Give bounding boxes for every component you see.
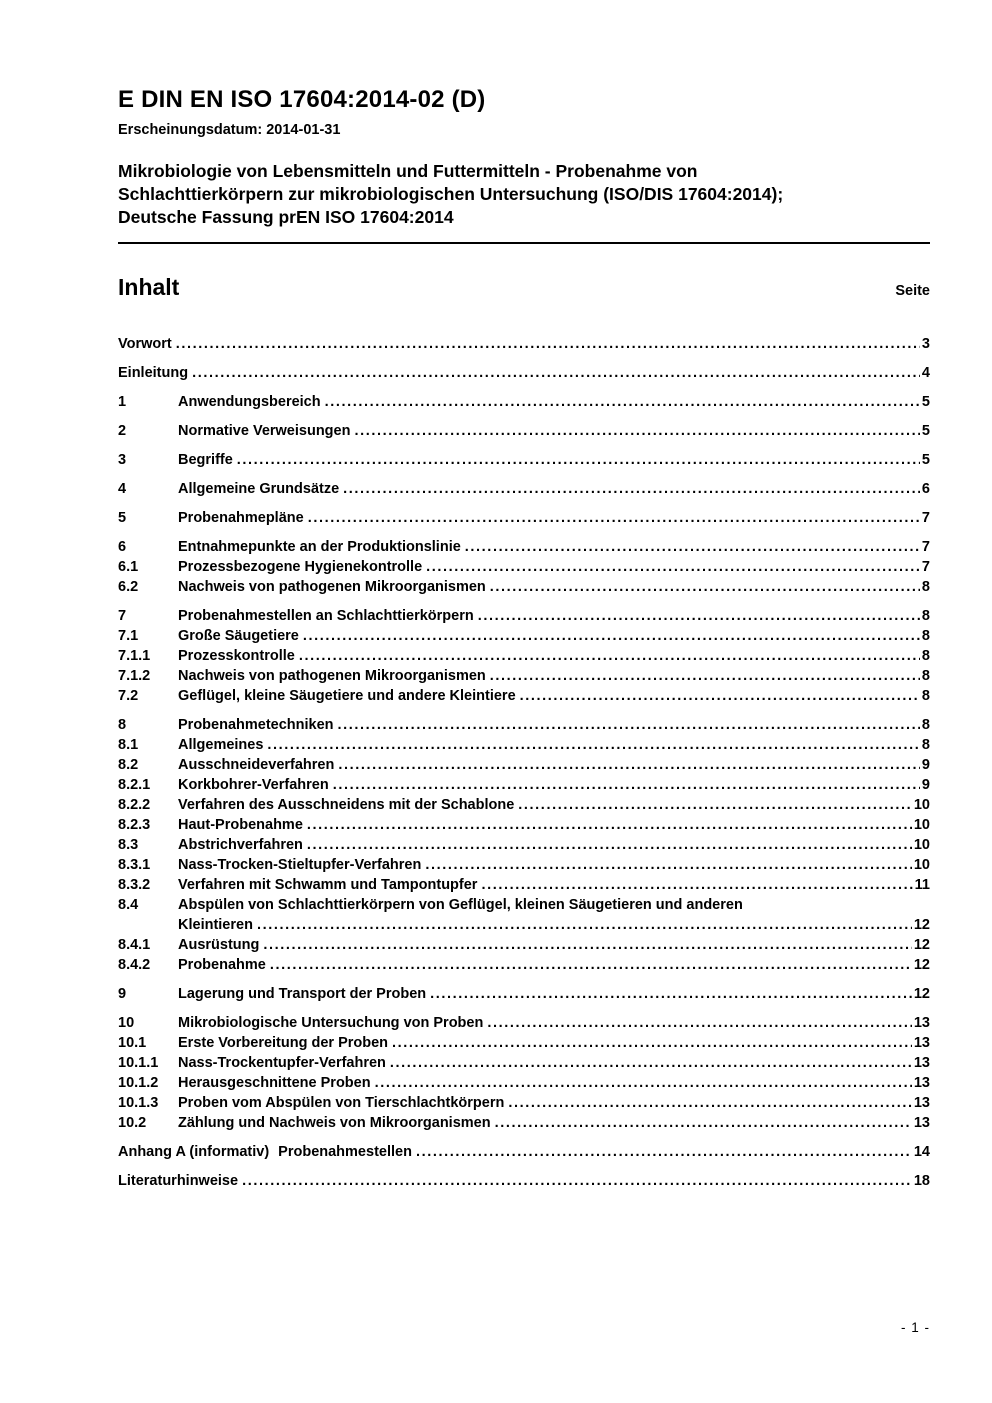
toc-entry-page-number: 9 (921, 757, 930, 773)
toc-entry (118, 935, 930, 955)
toc-entry-page-number: 7 (921, 539, 930, 555)
toc-entry (118, 557, 930, 577)
toc-entry (118, 508, 930, 528)
toc-entry (118, 626, 930, 646)
toc-leader-dots (375, 1073, 912, 1093)
toc-entry-label: Lagerung und Transport der Proben (178, 986, 427, 1002)
toc-page-column-label: Seite (895, 283, 930, 299)
toc-entry (118, 450, 930, 470)
toc-leader-dots (270, 955, 912, 975)
toc-group (118, 606, 930, 706)
toc-entry-page-number: 10 (913, 797, 930, 813)
toc-entry-page-number: 6 (921, 481, 930, 497)
toc-entry-label: Nachweis von pathogenen Mikroorganismen (178, 579, 486, 595)
toc-entry (118, 1113, 930, 1133)
toc-entry-page-number: 12 (913, 937, 930, 953)
toc-entry (118, 666, 930, 686)
toc-group (118, 363, 930, 383)
toc-entry-number: 10.1.3 (118, 1095, 159, 1111)
toc-leader-dots (263, 935, 912, 955)
toc-entry-label: Verfahren des Ausschneidens mit der Schablone (178, 797, 515, 813)
toc-entry-number: 8.2.1 (118, 777, 151, 793)
toc-entry-page-number: 3 (921, 336, 930, 352)
toc-entry-number: 8.4.2 (118, 957, 151, 973)
toc-entry (118, 855, 930, 875)
toc-entry-page-number: 4 (921, 365, 930, 381)
toc-entry (118, 875, 930, 895)
toc-entry-page-number: 10 (913, 837, 930, 853)
toc-entry-label: Normative Verweisungen (178, 423, 351, 439)
toc-group (118, 1013, 930, 1133)
toc-entry-number: 1 (118, 394, 127, 410)
toc-entry-label: Große Säugetiere (178, 628, 299, 644)
document-title (118, 160, 930, 229)
toc-leader-dots (267, 735, 920, 755)
toc-group (118, 479, 930, 499)
toc-entry-number: 10 (118, 1015, 135, 1031)
toc-leader-dots (303, 626, 920, 646)
toc-header (118, 274, 930, 301)
toc-entry-label: Zählung und Nachweis von Mikroorganismen (178, 1115, 491, 1131)
toc-leader-dots (192, 363, 920, 383)
toc-entry (118, 815, 930, 835)
toc-group (118, 450, 930, 470)
toc-entry-number: 8.4 (118, 897, 139, 913)
toc-entry (118, 1053, 930, 1073)
toc-leader-dots (308, 508, 920, 528)
toc-leader-dots (430, 984, 912, 1004)
toc-entry-number: 7.1.1 (118, 648, 151, 664)
toc-group (118, 508, 930, 528)
toc-entry-page-number: 5 (921, 394, 930, 410)
toc-entry (118, 715, 930, 735)
toc-entry-number: 8.2.2 (118, 797, 151, 813)
toc-entry-number: 8.1 (118, 737, 139, 753)
toc-entry-label: Anwendungsbereich (178, 394, 321, 410)
toc-leader-dots (325, 392, 920, 412)
toc-entry-page-number: 13 (913, 1095, 930, 1111)
toc-leader-dots (490, 577, 920, 597)
toc-entry-label: Vorwort (118, 336, 172, 352)
toc-group (118, 334, 930, 354)
toc-entry-label: Einleitung (118, 365, 189, 381)
toc-entry (118, 363, 930, 383)
toc-entry-page-number: 13 (913, 1115, 930, 1131)
toc-entry-number: 3 (118, 452, 127, 468)
toc-entry-page-number: 12 (913, 986, 930, 1002)
toc-entry-label: Literaturhinweise (118, 1173, 239, 1189)
toc-entry-number: 9 (118, 986, 127, 1002)
toc-entry-label: Abstrichverfahren (178, 837, 303, 853)
toc-leader-dots (478, 606, 920, 626)
release-date-label: Erscheinungsdatum: 2014-01-31 (118, 122, 341, 138)
toc-heading: Inhalt (118, 274, 180, 300)
toc-entry-page-number: 13 (913, 1035, 930, 1051)
toc-entry (118, 795, 930, 815)
toc-entry-page-number: 5 (921, 423, 930, 439)
toc-entry-number: 7.1.2 (118, 668, 151, 684)
toc-entry-label: Haut-Probenahme (178, 817, 303, 833)
toc-entry (118, 1033, 930, 1053)
toc-entry-label: Proben vom Abspülen von Tierschlachtkörpern (178, 1095, 505, 1111)
toc-entry-number: 8 (118, 717, 127, 733)
toc-entry-number: 8.2 (118, 757, 139, 773)
toc-entry-label: Abspülen von Schlachttierkörpern von Geflügel, kleinen Säugetieren und anderen (178, 897, 743, 913)
toc-entry-label: Korkbohrer-Verfahren (178, 777, 329, 793)
toc-group (118, 984, 930, 1004)
toc-entry-label: Herausgeschnittene Proben (178, 1075, 371, 1091)
toc-entry-label: Allgemeine Grundsätze (178, 481, 340, 497)
toc-leader-dots (520, 686, 920, 706)
toc-entry (118, 1171, 930, 1191)
toc-entry-page-number: 8 (921, 737, 930, 753)
toc-entry-label: Nass-Trocken-Stieltupfer-Verfahren (178, 857, 422, 873)
toc-entry-number: 2 (118, 423, 127, 439)
toc-entry (118, 646, 930, 666)
toc-entry-number: 8.3.1 (118, 857, 151, 873)
toc-entry-number: 8.3 (118, 837, 139, 853)
toc-entry-page-number: 8 (921, 579, 930, 595)
toc-entry-page-number: 7 (921, 559, 930, 575)
toc-leader-dots (481, 875, 912, 895)
toc-leader-dots (237, 450, 920, 470)
toc-entry-page-number: 13 (913, 1015, 930, 1031)
toc-group (118, 1142, 930, 1162)
toc-leader-dots (242, 1171, 912, 1191)
toc-entry (118, 775, 930, 795)
toc-leader-dots (508, 1093, 912, 1113)
toc-entry (118, 1142, 930, 1162)
toc-leader-dots (257, 915, 912, 935)
toc-entry (118, 537, 930, 557)
header-divider-line (118, 242, 930, 244)
document-title-line-1: Mikrobiologie von Lebensmitteln und Futtermitteln - Probenahme von (118, 161, 698, 181)
toc-leader-dots (307, 835, 912, 855)
document-number-heading: E DIN EN ISO 17604:2014-02 (D) (118, 86, 486, 113)
toc-entry-number: 5 (118, 510, 127, 526)
toc-entry-page-number: 12 (913, 957, 930, 973)
toc-entry-label: Probenahme (178, 957, 266, 973)
toc-entry-page-number: 14 (913, 1144, 930, 1160)
toc-entry-label: Allgemeines (178, 737, 264, 753)
toc-leader-dots (487, 1013, 912, 1033)
toc-leader-dots (416, 1142, 912, 1162)
toc-entry-label: Ausschneideverfahren (178, 757, 335, 773)
toc-entry-label: Prozesskontrolle (178, 648, 295, 664)
toc-entry-page-number: 7 (921, 510, 930, 526)
page-number-footer: - 1 - (900, 1320, 930, 1335)
toc-entry-number: 6 (118, 539, 127, 555)
toc-entry (118, 392, 930, 412)
toc-entry (118, 577, 930, 597)
toc-leader-dots (392, 1033, 912, 1053)
toc-leader-dots (333, 775, 920, 795)
toc-entry-label: Erste Vorbereitung der Proben (178, 1035, 389, 1051)
toc-entry (118, 835, 930, 855)
toc-group (118, 1171, 930, 1191)
toc-entry-label: Kleintieren (178, 917, 253, 933)
toc-entry (118, 955, 930, 975)
toc-group (118, 392, 930, 412)
toc-leader-dots (338, 755, 920, 775)
toc-entry-number: 10.1.1 (118, 1055, 159, 1071)
toc-entry-number: 6.1 (118, 559, 139, 575)
toc-entry-page-number: 10 (913, 817, 930, 833)
toc-entry-page-number: 5 (921, 452, 930, 468)
toc-entry-page-number: 9 (921, 777, 930, 793)
toc-list (118, 334, 930, 1191)
toc-entry-label: Entnahmepunkte an der Produktionslinie (178, 539, 461, 555)
toc-group (118, 715, 930, 975)
toc-group (118, 537, 930, 597)
toc-leader-dots (426, 557, 920, 577)
document-title-line-2: Schlachttierkörpern zur mikrobiologischen Untersuchung (ISO/DIS 17604:2014); (118, 184, 784, 204)
toc-entry (118, 479, 930, 499)
toc-entry (118, 1073, 930, 1093)
toc-entry-label: Probenahmestellen an Schlachttierkörpern (178, 608, 474, 624)
toc-leader-dots (307, 815, 912, 835)
toc-entry-label-secondary: Probenahmestellen (278, 1144, 412, 1160)
toc-entry (118, 1013, 930, 1033)
toc-leader-dots (338, 715, 920, 735)
toc-entry-page-number: 8 (921, 717, 930, 733)
toc-entry-page-number: 18 (913, 1173, 930, 1189)
toc-entry-number: 8.4.1 (118, 937, 151, 953)
toc-entry-label: Probenahmepläne (178, 510, 304, 526)
toc-entry-number: 7.2 (118, 688, 139, 704)
toc-leader-dots (495, 1113, 912, 1133)
toc-entry-label: Anhang A (informativ) (118, 1144, 270, 1160)
toc-entry-page-number: 12 (913, 917, 930, 933)
toc-entry-number: 10.2 (118, 1115, 147, 1131)
toc-entry (118, 606, 930, 626)
toc-entry-label: Probenahmetechniken (178, 717, 334, 733)
toc-entry (118, 686, 930, 706)
toc-leader-dots (299, 646, 920, 666)
toc-entry (118, 984, 930, 1004)
toc-entry-page-number: 8 (921, 628, 930, 644)
toc-entry-number: 7.1 (118, 628, 139, 644)
toc-entry-label: Verfahren mit Schwamm und Tampontupfer (178, 877, 478, 893)
toc-leader-dots (176, 334, 920, 354)
toc-entry-page-number: 13 (913, 1075, 930, 1091)
toc-entry-number: 6.2 (118, 579, 139, 595)
toc-entry (118, 735, 930, 755)
toc-entry-label: Begriffe (178, 452, 233, 468)
toc-entry-number: 7 (118, 608, 127, 624)
toc-entry-page-number: 8 (921, 648, 930, 664)
toc-leader-dots (518, 795, 912, 815)
toc-entry-page-number: 13 (913, 1055, 930, 1071)
toc-entry-label: Geflügel, kleine Säugetiere und andere Kleintiere (178, 688, 516, 704)
toc-entry-page-number: 11 (914, 877, 930, 893)
toc-entry-number: 4 (118, 481, 127, 497)
toc-entry (118, 755, 930, 775)
toc-group (118, 421, 930, 441)
toc-entry-label: Mikrobiologische Untersuchung von Proben (178, 1015, 484, 1031)
toc-entry-label: Ausrüstung (178, 937, 260, 953)
toc-entry (118, 895, 930, 915)
toc-leader-dots (390, 1053, 912, 1073)
toc-leader-dots (465, 537, 920, 557)
toc-entry-page-number: 10 (913, 857, 930, 873)
toc-leader-dots (343, 479, 920, 499)
toc-entry-page-number: 8 (921, 668, 930, 684)
toc-entry-number: 8.2.3 (118, 817, 151, 833)
toc-entry (118, 1093, 930, 1113)
toc-leader-dots (425, 855, 912, 875)
toc-entry-label: Nachweis von pathogenen Mikroorganismen (178, 668, 486, 684)
toc-entry-label: Nass-Trockentupfer-Verfahren (178, 1055, 386, 1071)
toc-entry (118, 421, 930, 441)
toc-entry-page-number: 8 (921, 688, 930, 704)
toc-entry-number: 8.3.2 (118, 877, 151, 893)
toc-entry (118, 334, 930, 354)
document-title-line-3: Deutsche Fassung prEN ISO 17604:2014 (118, 207, 454, 227)
toc-leader-dots (354, 421, 919, 441)
toc-entry-number: 10.1.2 (118, 1075, 159, 1091)
toc-leader-dots (490, 666, 920, 686)
toc-entry (118, 915, 930, 935)
toc-entry-label: Prozessbezogene Hygienekontrolle (178, 559, 423, 575)
toc-entry-number: 10.1 (118, 1035, 147, 1051)
toc-entry-page-number: 8 (921, 608, 930, 624)
